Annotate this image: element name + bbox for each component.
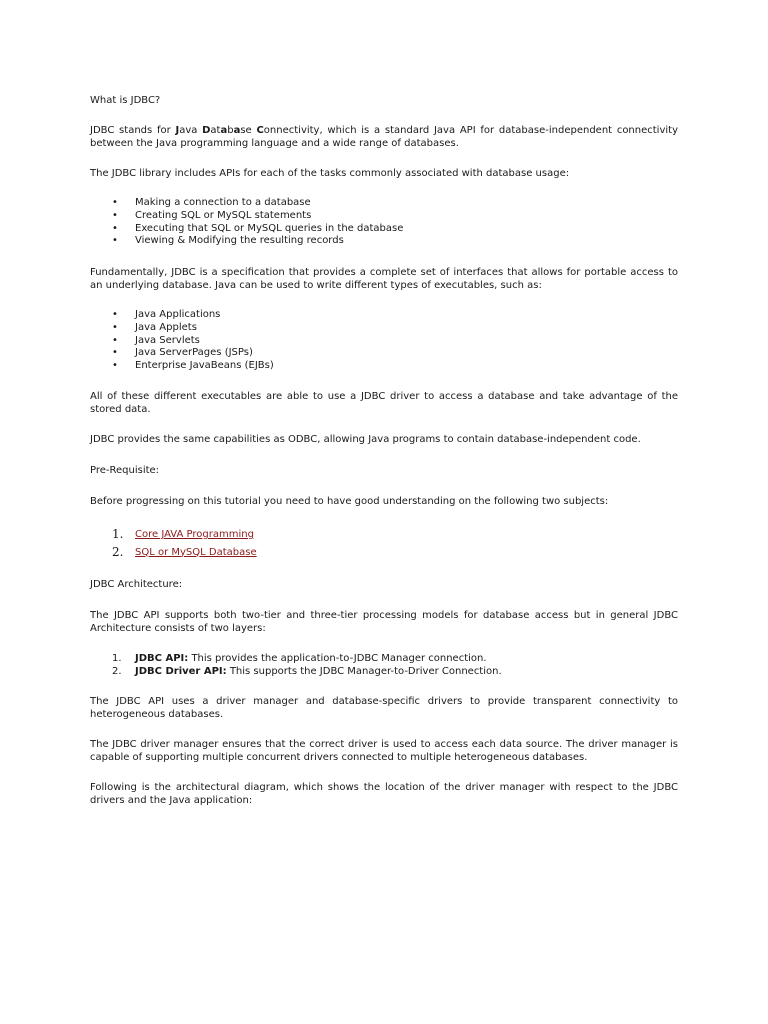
list-item: • Java Servlets (112, 334, 200, 346)
list-executables (90, 309, 678, 373)
paragraph-architectural-diagram: Following is the architectural diagram, which shows the location of the driver manager with respect to the JDBC drivers and the Java application: (90, 782, 678, 806)
paragraph-executables-use-driver: All of these different executables are able to use a JDBC driver to access a database and take advantage of the stored data. (90, 391, 678, 415)
paragraph-driver-manager-ensures: The JDBC driver manager ensures that the correct driver is used to access each data source. The driver manager is capable of supporting multiple concurrent drivers connected to multiple heterogeneous databases. (90, 739, 678, 763)
heading-pre-requisite: Pre-Requisite: (90, 465, 160, 476)
paragraph-jdbc-library: The JDBC library includes APIs for each of the tasks commonly associated with database usage: (90, 168, 570, 179)
paragraph-odbc-capabilities: JDBC provides the same capabilities as ODBC, allowing Java programs to contain database-independent code. (90, 434, 641, 445)
heading-jdbc-architecture: JDBC Architecture: (90, 579, 183, 590)
list-item: 1. Core JAVA Programming (112, 527, 254, 541)
paragraph-jdbc-definition: JDBC stands for Java Database Connectivity, which is a standard Java API for database-independent connectivity between the Java programming language and a wide range of databases. (90, 125, 678, 149)
paragraph-fundamentally: Fundamentally, JDBC is a specification that provides a complete set of interfaces that allows for portable access to an underlying database. Java can be used to write different types of executables, such as: (90, 267, 678, 291)
list-item: 2. JDBC Driver API: This supports the JDBC Manager-to-Driver Connection. (112, 666, 502, 677)
list-item: • Java Applications (112, 309, 221, 320)
list-database-tasks (90, 197, 678, 248)
list-prerequisite-links (90, 526, 678, 561)
list-item: • Enterprise JavaBeans (EJBs) (112, 360, 274, 372)
list-item: • Making a connection to a database (112, 197, 311, 208)
list-item: • Java Applets (112, 321, 197, 333)
link-core-java-programming[interactable]: Core JAVA Programming (135, 529, 254, 540)
list-item: • Executing that SQL or MySQL queries in the database (112, 222, 404, 234)
list-jdbc-layers (90, 652, 678, 678)
heading-what-is-jdbc: What is JDBC? (90, 95, 161, 106)
paragraph-two-tier: The JDBC API supports both two-tier and three-tier processing models for database access but in general JDBC Architecture consists of two layers: (90, 610, 678, 634)
list-item: • Java ServerPages (JSPs) (112, 347, 253, 359)
link-sql-mysql-database[interactable]: SQL or MySQL Database (135, 546, 257, 558)
list-item: • Creating SQL or MySQL statements (112, 209, 312, 221)
list-item: • Viewing & Modifying the resulting records (112, 235, 344, 247)
list-item: 1. JDBC API: This provides the application-to-JDBC Manager connection. (112, 653, 487, 664)
list-item: 2. SQL or MySQL Database (112, 544, 257, 559)
paragraph-driver-manager: The JDBC API uses a driver manager and database-specific drivers to provide transparent connectivity to heterogeneous databases. (90, 696, 678, 720)
paragraph-before-progressing: Before progressing on this tutorial you need to have good understanding on the following two subjects: (90, 496, 609, 507)
